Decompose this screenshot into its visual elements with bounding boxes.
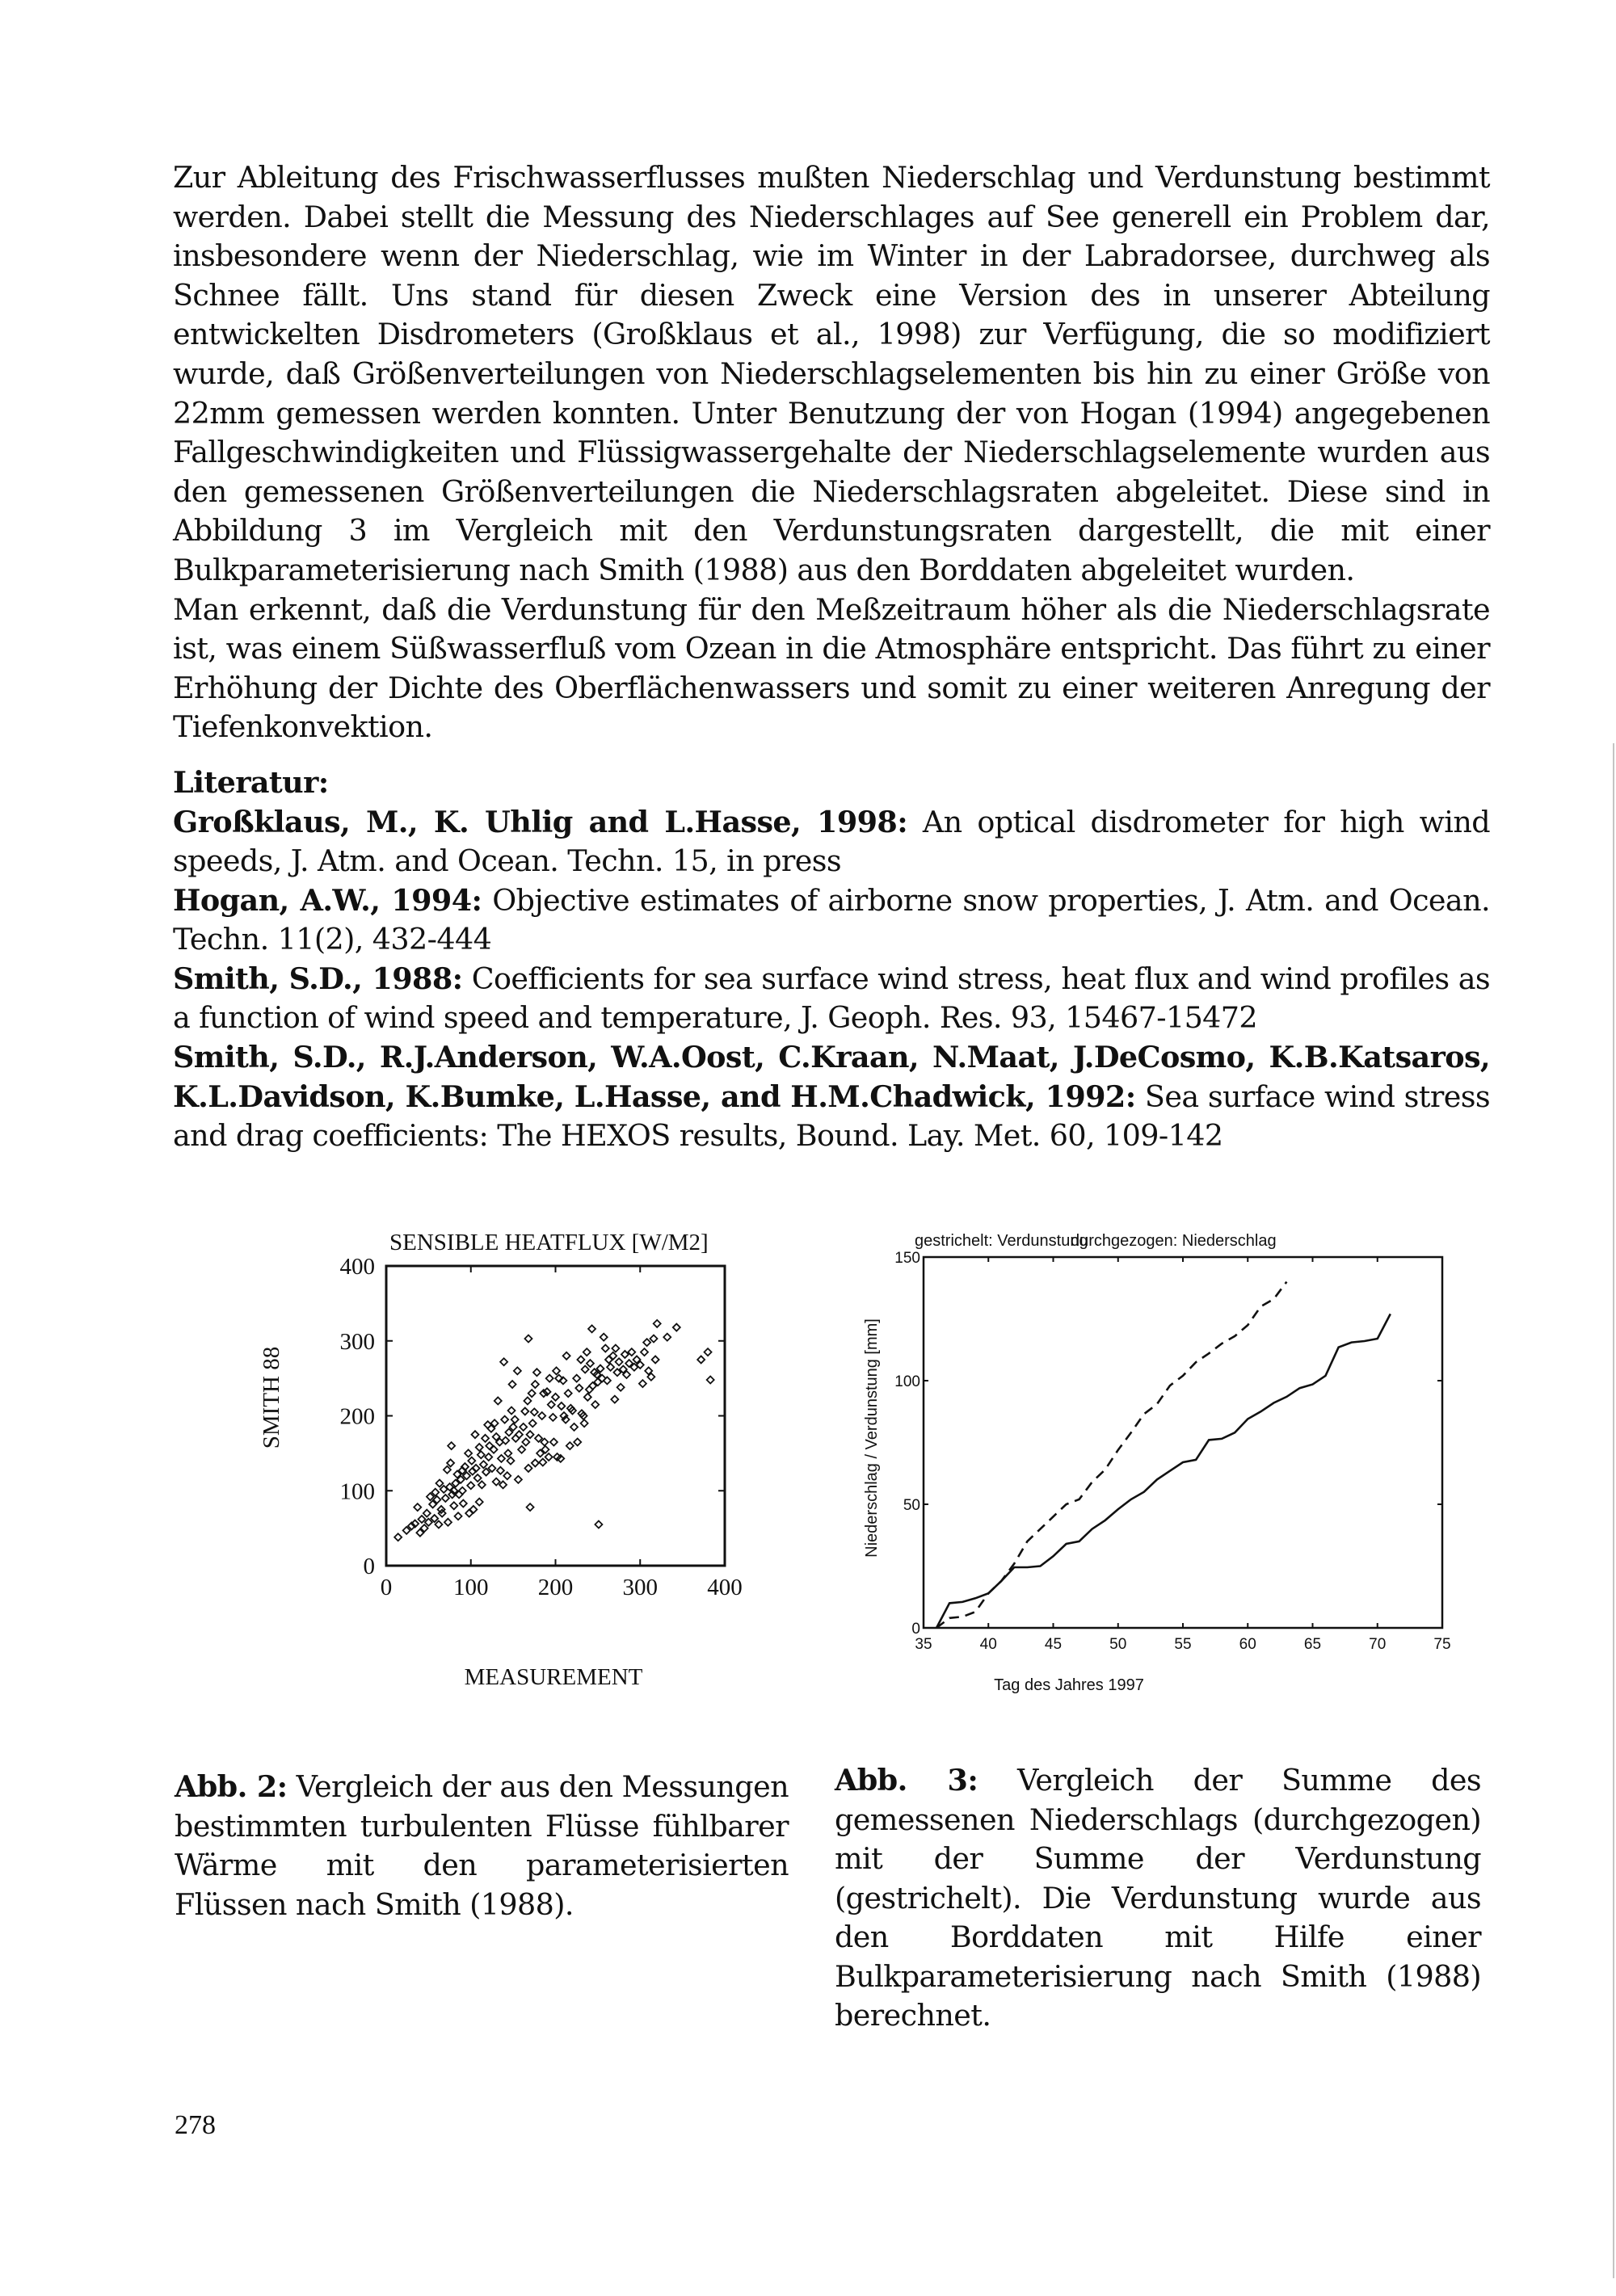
- paragraph-2: Man erkennt, daß die Verdunstung für den Meßzeitraum höher als die Niederschlagsrate ist, was einem Süßwasserfluß vom Ozean in die Atmosphäre entspricht. Das führt zu einer Erhöhung der Dichte des Oberflächenwassers und somit zu einer weiteren Anregung der Tiefenkonvektion.: [173, 591, 1490, 745]
- data-point: [521, 1407, 528, 1415]
- data-point: [575, 1385, 583, 1392]
- data-point: [612, 1345, 619, 1352]
- figure-2-scatter-chart: [234, 1212, 760, 1713]
- caption-text: Vergleich der Summe des gemessenen Niederschlags (durchgezogen) mit der Summe der Verdunstung (gestrichelt). Die Verdunstung wurde aus den Borddaten mit Hilfe einer Bulkparameterisierung nach Smith (1988) berechnet.: [835, 1763, 1481, 2033]
- y-axis-label: Niederschlag / Verdunstung [mm]: [863, 1318, 881, 1558]
- literature-heading: Literatur:: [173, 764, 329, 800]
- x-tick-label: 70: [1369, 1636, 1387, 1653]
- data-point: [480, 1461, 487, 1468]
- reference-item: [173, 881, 1490, 960]
- data-point: [447, 1459, 454, 1466]
- x-axis-label: Tag des Jahres 1997: [994, 1676, 1144, 1694]
- data-point: [501, 1416, 508, 1423]
- x-axis-label: MEASUREMENT: [464, 1664, 643, 1690]
- reference-text: Sea surface wind stress and drag coefficients: The HEXOS results, Bound. Lay. Met. 60, 109-142: [173, 1079, 1490, 1154]
- figure-2-caption: [175, 1768, 789, 1924]
- y-tick-label: 0: [911, 1621, 920, 1638]
- data-point: [549, 1414, 557, 1421]
- niederschlag-line: [936, 1314, 1391, 1628]
- data-point: [673, 1324, 680, 1331]
- data-point: [508, 1407, 516, 1415]
- data-point: [697, 1356, 705, 1363]
- data-point: [532, 1459, 539, 1466]
- data-point: [500, 1358, 507, 1365]
- plot-frame: [924, 1257, 1442, 1628]
- data-point: [538, 1412, 545, 1419]
- data-point: [552, 1394, 559, 1401]
- data-point: [607, 1364, 614, 1371]
- data-point: [643, 1339, 650, 1346]
- data-point: [497, 1467, 504, 1474]
- line-plot: [840, 1212, 1471, 1713]
- data-point: [485, 1453, 492, 1461]
- data-point: [448, 1442, 455, 1449]
- data-point: [548, 1401, 555, 1408]
- data-point: [435, 1520, 442, 1528]
- data-point: [602, 1345, 609, 1352]
- data-point: [570, 1423, 578, 1431]
- data-point: [582, 1365, 589, 1373]
- caption-label: Abb. 2:: [175, 1769, 288, 1804]
- data-point: [476, 1499, 483, 1506]
- scan-edge-artifact: [1613, 743, 1614, 2278]
- data-point: [574, 1438, 581, 1445]
- figure-3-line-chart: [840, 1212, 1471, 1713]
- data-point: [616, 1358, 623, 1365]
- data-point: [652, 1356, 659, 1363]
- x-tick-label: 0: [380, 1575, 393, 1600]
- data-point: [641, 1348, 648, 1356]
- data-point: [423, 1510, 431, 1517]
- data-point: [522, 1438, 529, 1445]
- scatter-points: [394, 1320, 714, 1541]
- data-point: [539, 1459, 546, 1466]
- caption-label: Abb. 3:: [835, 1763, 978, 1798]
- reference-authors: Hogan, A.W., 1994:: [173, 882, 482, 918]
- x-tick-label: 400: [707, 1575, 743, 1600]
- data-point: [617, 1384, 625, 1391]
- page-number: 278: [175, 2110, 216, 2140]
- y-axis-ticks: [894, 1250, 1442, 1638]
- data-point: [524, 1397, 531, 1404]
- data-point: [583, 1348, 591, 1356]
- data-point: [565, 1390, 572, 1397]
- data-point: [584, 1394, 591, 1401]
- data-point: [436, 1479, 443, 1487]
- data-point: [471, 1431, 478, 1438]
- x-tick-label: 50: [1109, 1636, 1127, 1653]
- x-tick-label: 75: [1433, 1636, 1451, 1653]
- data-point: [514, 1367, 521, 1374]
- data-point: [528, 1390, 536, 1397]
- x-tick-label: 35: [915, 1636, 932, 1653]
- y-axis-label: SMITH 88: [259, 1346, 284, 1449]
- y-tick-label: 200: [339, 1403, 375, 1430]
- data-point: [650, 1335, 658, 1342]
- data-point: [518, 1446, 525, 1453]
- data-point: [533, 1369, 541, 1376]
- y-axis-ticks: [340, 1254, 726, 1579]
- data-point: [442, 1495, 449, 1502]
- data-point: [705, 1348, 712, 1356]
- reference-item: [173, 1038, 1490, 1156]
- data-point: [467, 1482, 474, 1489]
- data-point: [474, 1474, 482, 1482]
- reference-item: [173, 960, 1490, 1038]
- reference-authors: Smith, S.D., R.J.Anderson, W.A.Oost, C.Kraan, N.Maat, J.DeCosmo, K.B.Katsaros, K.L.Davidson, K.Bumke, L.Hasse, and H.M.Chadwick, 1992:: [173, 1040, 1490, 1114]
- chart-title: SENSIBLE HEATFLUX [W/M2]: [389, 1230, 709, 1255]
- reference-authors: Smith, S.D., 1988:: [173, 961, 463, 996]
- data-point: [563, 1352, 570, 1360]
- data-point: [394, 1533, 402, 1541]
- x-axis-ticks: [381, 1266, 743, 1600]
- data-point: [524, 1465, 532, 1472]
- data-point: [550, 1438, 558, 1445]
- data-point: [444, 1519, 452, 1526]
- data-point: [494, 1397, 502, 1404]
- y-tick-label: 300: [339, 1328, 375, 1355]
- data-point: [573, 1375, 580, 1382]
- data-point: [476, 1444, 483, 1451]
- x-tick-label: 200: [537, 1575, 574, 1600]
- data-point: [414, 1503, 421, 1511]
- data-point: [418, 1516, 425, 1523]
- caption-text: Vergleich der aus den Messungen bestimmten turbulenten Flüsse fühlbarer Wärme mit den parameterisierten Flüssen nach Smith (1988).: [175, 1769, 789, 1922]
- y-tick-label: 100: [339, 1478, 375, 1505]
- data-point: [600, 1334, 608, 1341]
- x-tick-label: 100: [453, 1575, 489, 1600]
- x-tick-label: 60: [1239, 1636, 1256, 1653]
- data-point: [503, 1472, 511, 1479]
- data-point: [498, 1455, 505, 1462]
- data-point: [499, 1481, 507, 1488]
- data-point: [478, 1451, 485, 1458]
- reference-item: [173, 803, 1490, 881]
- data-point: [507, 1457, 514, 1465]
- y-tick-label: 50: [903, 1497, 920, 1514]
- paragraph-1: Zur Ableitung des Frischwasserflusses mußten Niederschlag und Verdunstung bestimmt werden. Dabei stellt die Messung des Niederschlages auf See generell ein Problem dar, insbesondere wenn der Niederschlag, wie im Winter in der Labradorsee, durchweg als Schnee fällt. Uns stand für diesen Zweck eine Version des in unserer Abteilung entwickelten Disdrometers (Großklaus et al., 1998) zur Verfügung, die so modifiziert wurde, daß Größenverteilungen von Niederschlagselementen bis hin zu einer Größe von 22mm gemessen werden konnten. Unter Benutzung der von Hogan (1994) angegebenen Fallgeschwindigkeiten und Flüssigwassergehalte der Niederschlagselemente wurden aus den gemessenen Größenverteilungen die Niederschlagsraten abgeleitet. Diese sind in Abbildung 3 im Vergleich mit den Verdunstungsraten dargestellt, die mit einer Bulkparameterisierung nach Smith (1988) aus den Borddaten abgeleitet wurden.: [173, 160, 1490, 587]
- data-point: [468, 1457, 475, 1465]
- data-point: [611, 1396, 618, 1403]
- reference-text: Coefficients for sea surface wind stress, heat flux and wind profiles as a function of wind speed and temperature, J. Geoph. Res. 93, 15467-15472: [173, 961, 1490, 1036]
- data-point: [587, 1360, 594, 1367]
- data-point: [478, 1481, 486, 1488]
- data-point: [591, 1401, 599, 1408]
- data-point: [707, 1376, 714, 1383]
- data-point: [465, 1449, 472, 1457]
- reference-authors: Großklaus, M., K. Uhlig and L.Hasse, 1998:: [173, 804, 908, 839]
- y-tick-label: 400: [339, 1254, 375, 1280]
- figure-3-caption: [835, 1761, 1481, 2036]
- data-point: [524, 1335, 532, 1342]
- data-point: [581, 1419, 588, 1427]
- data-point: [504, 1449, 511, 1457]
- reference-text: An optical disdrometer for high wind speeds, J. Atm. and Ocean. Techn. 15, in press: [173, 804, 1490, 879]
- data-point: [527, 1503, 534, 1511]
- verdunstung-line: [936, 1282, 1286, 1628]
- x-tick-label: 65: [1303, 1636, 1322, 1653]
- data-point: [639, 1380, 646, 1387]
- data-point: [566, 1442, 574, 1449]
- y-tick-label: 0: [363, 1554, 375, 1579]
- data-point: [455, 1512, 462, 1520]
- data-point: [588, 1325, 595, 1332]
- data-point: [520, 1423, 527, 1431]
- x-tick-label: 300: [622, 1575, 658, 1600]
- data-point: [527, 1431, 534, 1438]
- data-point: [595, 1520, 602, 1528]
- x-tick-label: 40: [979, 1636, 997, 1653]
- data-point: [529, 1419, 537, 1427]
- reference-text: Objective estimates of airborne snow properties, J. Atm. and Ocean. Techn. 11(2), 432-444: [173, 882, 1490, 957]
- data-point: [450, 1502, 457, 1509]
- data-point: [546, 1375, 553, 1382]
- data-point: [532, 1381, 539, 1388]
- data-point: [558, 1402, 565, 1410]
- scatter-plot: [234, 1212, 760, 1713]
- data-point: [531, 1408, 538, 1415]
- data-point: [654, 1320, 661, 1327]
- data-point: [663, 1334, 671, 1341]
- y-tick-label: 150: [894, 1250, 920, 1267]
- body-text: [173, 158, 1490, 1156]
- data-point: [577, 1356, 584, 1363]
- data-point: [509, 1381, 516, 1388]
- legend-dashed: gestrichelt: Verdunstung: [915, 1232, 1088, 1250]
- legend-solid: durchgezogen: Niederschlag: [1071, 1232, 1277, 1250]
- x-tick-label: 55: [1174, 1636, 1192, 1653]
- data-point: [545, 1453, 553, 1461]
- x-axis-ticks: [915, 1257, 1450, 1653]
- data-point: [482, 1435, 489, 1442]
- data-point: [460, 1500, 467, 1508]
- y-tick-label: 100: [894, 1373, 920, 1390]
- data-point: [511, 1416, 519, 1423]
- data-point: [515, 1476, 522, 1483]
- data-point: [444, 1466, 451, 1474]
- data-point: [553, 1367, 560, 1374]
- x-tick-label: 45: [1044, 1636, 1063, 1653]
- data-point: [493, 1478, 500, 1486]
